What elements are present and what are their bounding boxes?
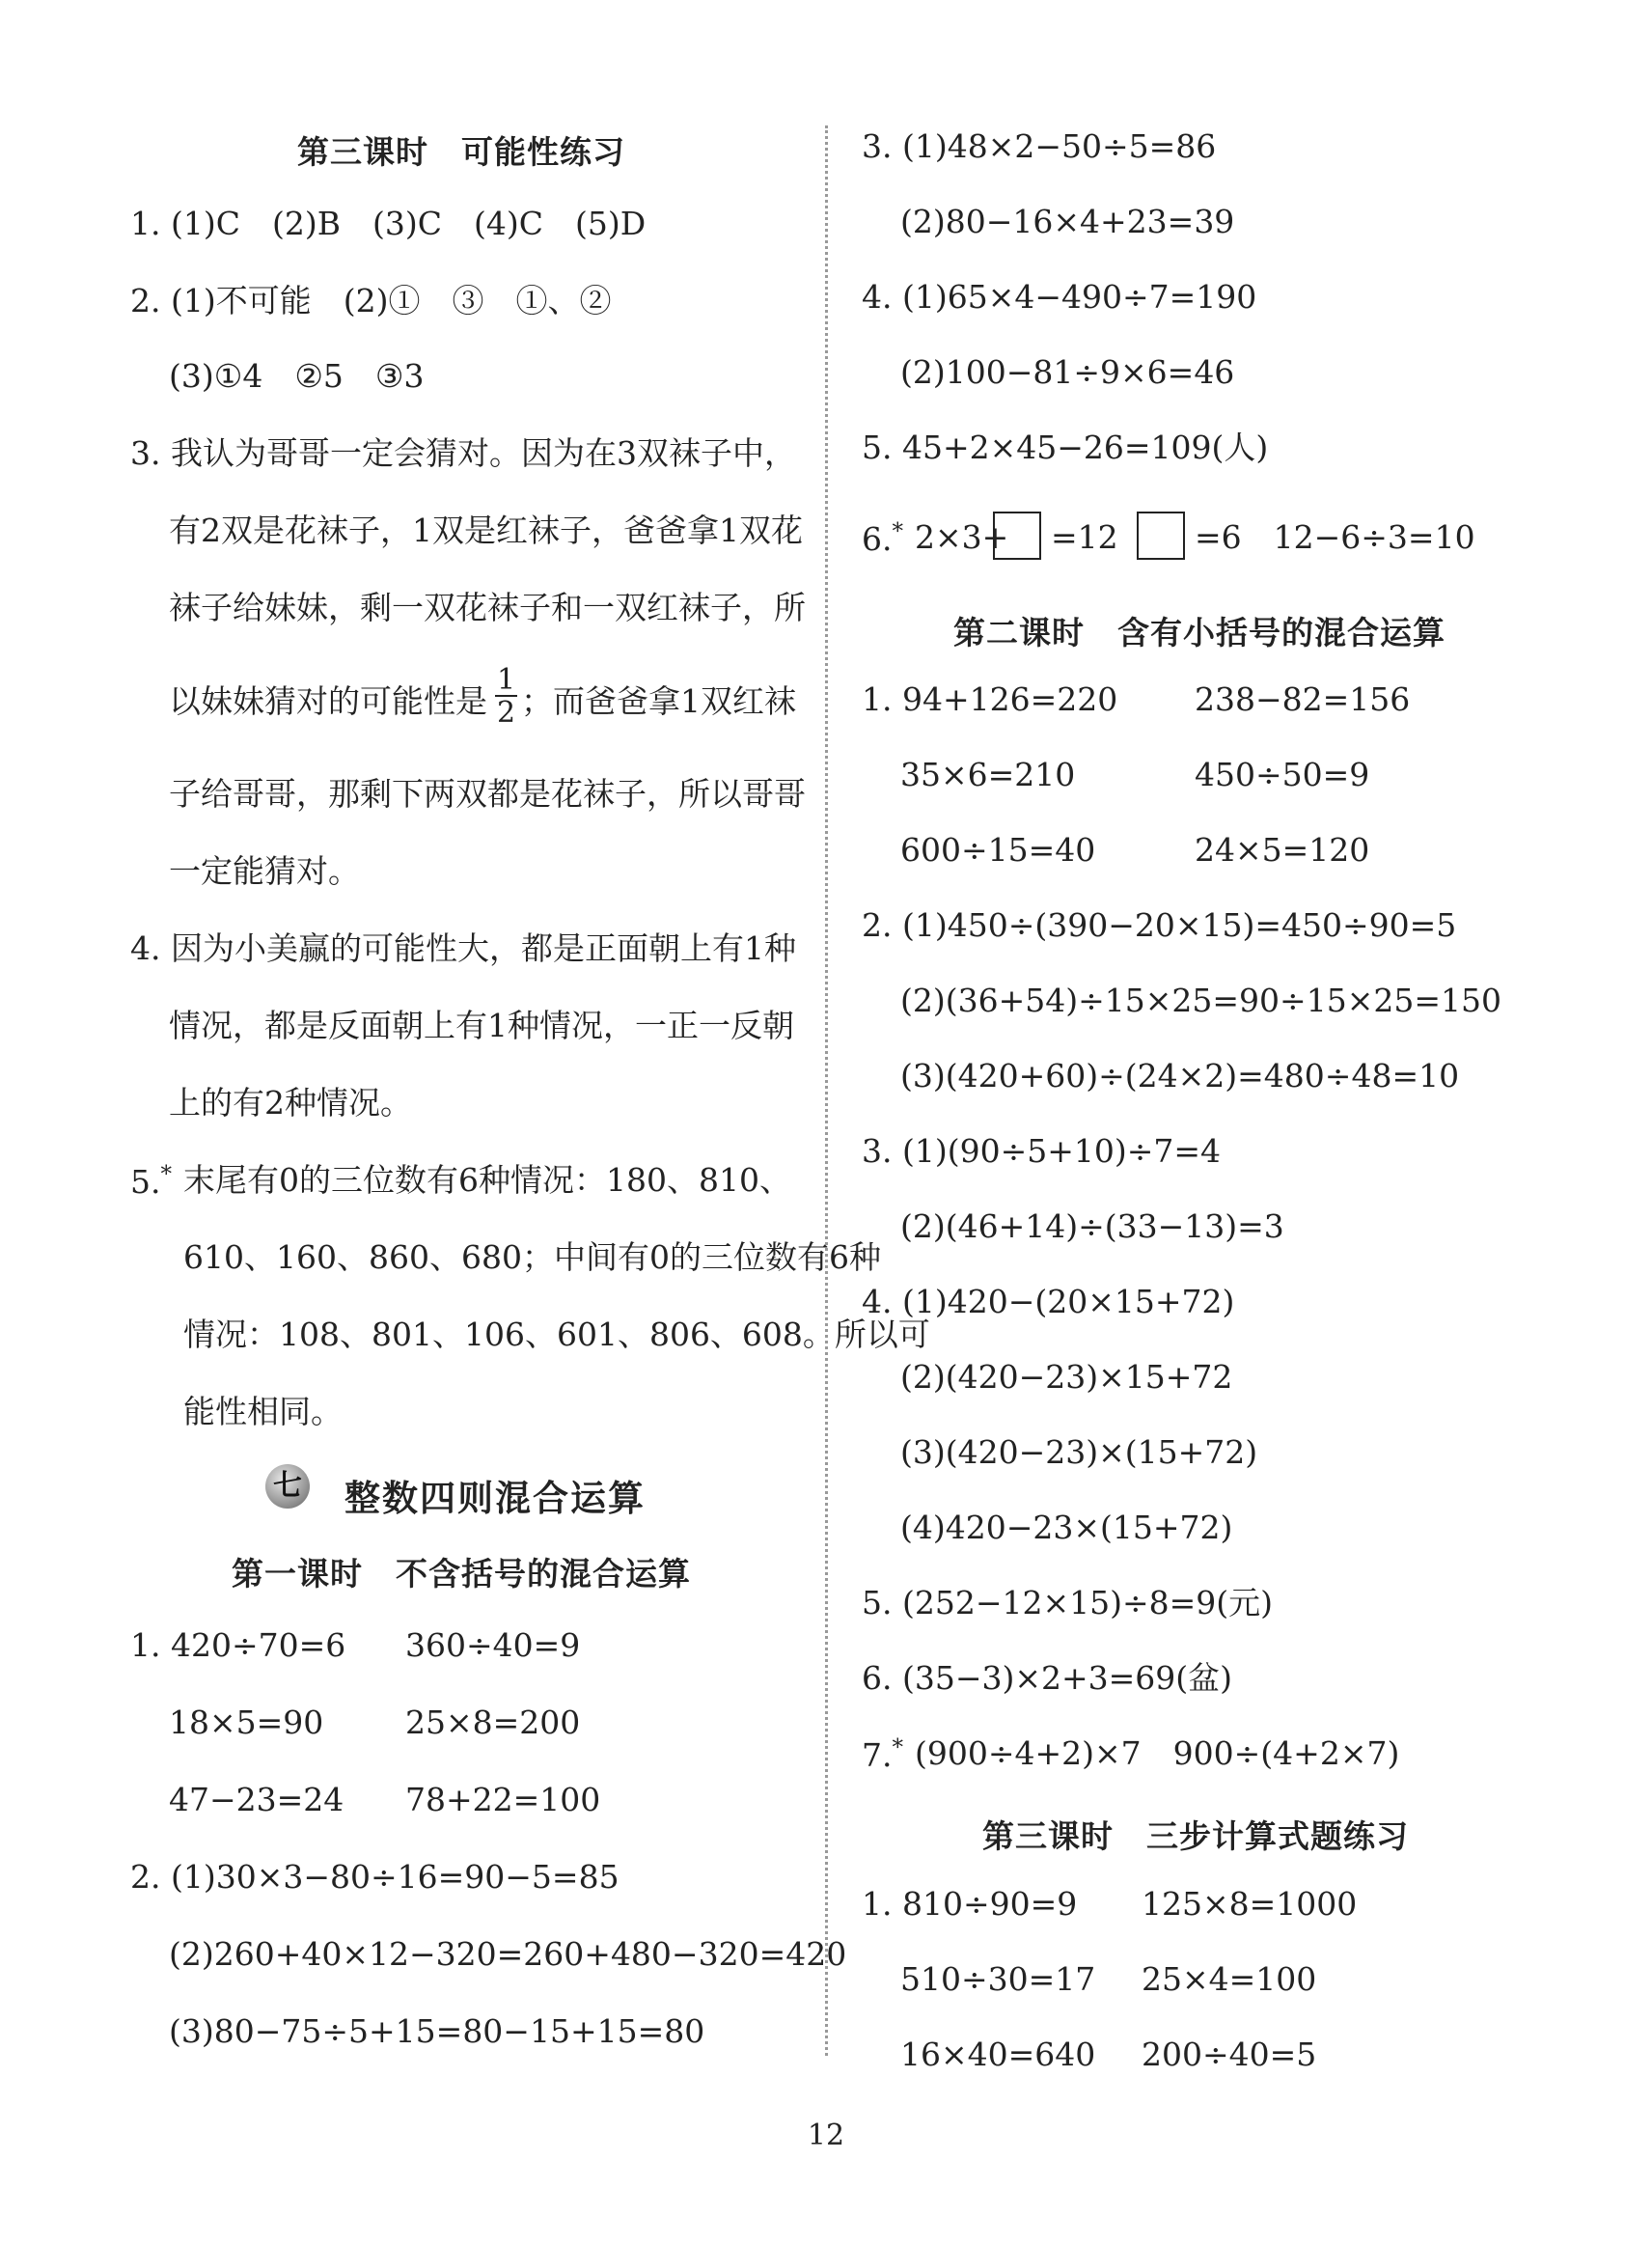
answer-line: 238−82=156 — [1195, 680, 1411, 718]
answer-line: (2)(46+14)÷(33−13)=3 — [900, 1207, 1284, 1245]
column-divider — [825, 125, 828, 2056]
question-number: 6.* — [862, 519, 904, 558]
question-number: 7.* — [862, 1735, 904, 1774]
answer-line: 6. (35−3)×2+3=69(盆) — [862, 1659, 1233, 1697]
answer-line: 610、160、860、680；中间有0的三位数有6种 — [183, 1238, 881, 1276]
fraction-numerator: 1 — [497, 663, 516, 697]
challenge-star: * — [892, 519, 904, 544]
chapter-badge: 七 — [265, 1464, 310, 1509]
answer-line: =12 — [1051, 518, 1118, 556]
answer-line: 1. 810÷90=9 — [862, 1885, 1078, 1923]
answer-line: 子给哥哥，那剩下两双都是花袜子，所以哥哥 — [169, 775, 806, 813]
answer-line: ；而爸爸拿1双红袜 — [521, 682, 796, 720]
answer-line: 4. 因为小美赢的可能性大，都是正面朝上有1种 — [130, 929, 796, 967]
answer-line: 4. (1)420−(20×15+72) — [862, 1283, 1235, 1320]
answer-line: 200÷40=5 — [1142, 2036, 1317, 2073]
answer-line: 3. (1)(90÷5+10)÷7=4 — [862, 1132, 1222, 1170]
section-title: 第三课时 可能性练习 — [297, 133, 625, 171]
answer-line: 16×40=640 — [900, 2036, 1096, 2073]
fraction — [495, 663, 517, 730]
answer-line: 24×5=120 — [1195, 831, 1370, 869]
answer-line: 18×5=90 — [169, 1704, 324, 1741]
answer-line: 1. 94+126=220 — [862, 680, 1118, 718]
answer-box — [993, 512, 1041, 560]
answer-line: (3)80−75÷5+15=80−15+15=80 — [169, 2012, 705, 2050]
page-number: 12 — [807, 2119, 845, 2152]
answer-line: 以妹妹猜对的可能性是 — [169, 682, 487, 720]
answer-line: (3)①4 ②5 ③3 — [169, 357, 425, 395]
answer-line: (3)(420+60)÷(24×2)=480÷48=10 — [900, 1057, 1460, 1094]
fraction-denominator: 2 — [497, 696, 516, 730]
lesson-title: 第三课时 三步计算式题练习 — [982, 1817, 1409, 1855]
answer-line: 上的有2种情况。 — [169, 1084, 412, 1122]
answer-line: 5. 45+2×45−26=109(人) — [862, 429, 1269, 466]
answer-line: 5. (252−12×15)÷8=9(元) — [862, 1584, 1274, 1621]
answer-line: 47−23=24 — [169, 1781, 344, 1818]
lesson-title: 第一课时 不含括号的混合运算 — [232, 1555, 691, 1593]
challenge-star: * — [892, 1735, 904, 1760]
answer-line: 600÷15=40 — [900, 831, 1096, 869]
answer-line: 一定能猜对。 — [169, 852, 360, 890]
answer-line: 末尾有0的三位数有6种情况：180、810、 — [183, 1161, 791, 1199]
answer-line: 2. (1)不可能 (2)① ③ ①、② — [130, 282, 612, 319]
answer-line: 情况：108、801、106、601、806、608。所以可 — [183, 1316, 930, 1353]
answer-line: 1. 420÷70=6 — [130, 1626, 346, 1664]
answer-line: =6 12−6÷3=10 — [1195, 518, 1475, 556]
answer-line: 78+22=100 — [405, 1781, 601, 1818]
answer-line: 25×4=100 — [1142, 1960, 1317, 1998]
lesson-title: 第二课时 含有小括号的混合运算 — [953, 614, 1446, 651]
answer-line: 2. (1)450÷(390−20×15)=450÷90=5 — [862, 906, 1457, 944]
answer-line: 25×8=200 — [405, 1704, 581, 1741]
answer-line: 4. (1)65×4−490÷7=190 — [862, 278, 1257, 316]
answer-line: (3)(420−23)×(15+72) — [900, 1433, 1258, 1471]
answer-line: 450÷50=9 — [1195, 756, 1370, 793]
answer-line: 360÷40=9 — [405, 1626, 581, 1664]
answer-line: 510÷30=17 — [900, 1960, 1096, 1998]
answer-line: (2)(420−23)×15+72 — [900, 1358, 1233, 1396]
question-number: 5.* — [130, 1162, 173, 1201]
answer-line: 有2双是花袜子，1双是红袜子，爸爸拿1双花 — [169, 512, 803, 549]
answer-box — [1137, 512, 1185, 560]
answer-line: (2)(36+54)÷15×25=90÷15×25=150 — [900, 982, 1501, 1019]
answer-line: 35×6=210 — [900, 756, 1076, 793]
answer-line: 袜子给妹妹，剩一双花袜子和一双红袜子，所 — [169, 589, 806, 626]
answer-line: (2)260+40×12−320=260+480−320=420 — [169, 1935, 847, 1973]
answer-line: (900÷4+2)×7 900÷(4+2×7) — [915, 1734, 1400, 1772]
answer-line: (4)420−23×(15+72) — [900, 1509, 1233, 1546]
answer-line: 1. (1)C (2)B (3)C (4)C (5)D — [130, 205, 647, 242]
answer-line: 3. (1)48×2−50÷5=86 — [862, 127, 1217, 165]
answer-line: 情况，都是反面朝上有1种情况，一正一反朝 — [169, 1007, 794, 1044]
answer-line: 2×3+ — [915, 518, 1009, 556]
answer-line: 125×8=1000 — [1142, 1885, 1358, 1923]
answer-line: 3. 我认为哥哥一定会猜对。因为在3双袜子中， — [130, 434, 796, 472]
chapter-title: 整数四则混合运算 — [344, 1478, 646, 1519]
answer-line: (2)100−81÷9×6=46 — [900, 353, 1235, 391]
answer-line: 2. (1)30×3−80÷16=90−5=85 — [130, 1858, 620, 1896]
answer-line: (2)80−16×4+23=39 — [900, 203, 1235, 240]
answer-line: 能性相同。 — [183, 1393, 343, 1430]
challenge-star: * — [160, 1162, 173, 1187]
